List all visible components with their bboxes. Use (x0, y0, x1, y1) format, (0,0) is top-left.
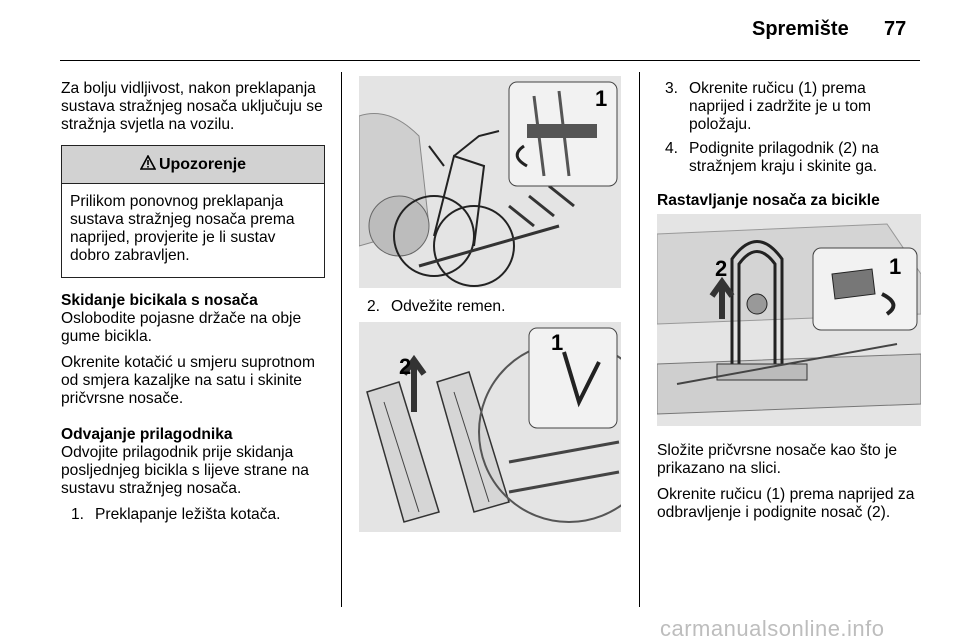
figure3-callout-1: 1 (889, 254, 902, 279)
column-3 (657, 80, 923, 210)
intro-paragraph: Za bolju vidljivost, nakon preklapanja sustava stražnjeg nosača uključuju se stražnja svjetla na vozilu. (61, 80, 323, 133)
figure2-callout-1: 1 (551, 330, 564, 355)
figure3-callout-2: 2 (715, 256, 728, 281)
list-number: 1. (71, 506, 85, 523)
warning-header (62, 146, 324, 184)
section-heading-remove-bikes: Skidanje bicikala s nosača (61, 292, 258, 309)
list-number: 4. (665, 140, 679, 157)
list-text: Podignite prilagodnik (2) na stražnjem kraju i skinite ga. (689, 140, 879, 175)
page-title: Spremište (752, 18, 849, 40)
figure1-callout-1: 1 (595, 86, 608, 111)
warning-title: Upozorenje (158, 155, 247, 173)
paragraph: Oslobodite pojasne držače na obje gume bicikla. (61, 310, 302, 345)
list-item (657, 80, 923, 134)
watermark: carmanualsonline.info (660, 616, 885, 641)
page-number: 77 (884, 18, 907, 40)
section-heading-adapter: Odvajanje prilagodnika (61, 426, 233, 443)
paragraph: Okrenite ručicu (1) prema naprijed za odbravljenje i podignite nosač (2). (657, 486, 915, 521)
warning-text: Prilikom ponovnog preklapanja sustava stražnjeg nosača prema naprijed, provjerite je li sustav dobro zabravljen. (70, 193, 295, 264)
list-number: 2. (367, 298, 381, 315)
section-heading-disassembly: Rastavljanje nosača za bicikle (657, 192, 880, 209)
list-text: Preklapanje ležišta kotača. (95, 506, 281, 523)
list-text: Odvežite remen. (391, 298, 506, 315)
column-1 (61, 80, 327, 530)
column-divider-left (341, 72, 342, 607)
figure2-callout-2: 2 (399, 354, 412, 379)
list-text: Okrenite ručicu (1) prema naprijed i zadržite je u tom položaju. (689, 80, 872, 133)
figure-carrier-arm (657, 214, 921, 426)
warning-triangle-icon (140, 155, 156, 175)
warning-box (61, 145, 325, 278)
list-number: 3. (665, 80, 679, 97)
list-item (657, 140, 923, 176)
paragraph: Okrenite kotačić u smjeru suprotnom od smjera kazaljke na satu i skinite pričvrsne nosače. (61, 354, 315, 407)
figure-bicycle-on-carrier (359, 76, 621, 288)
header-divider (60, 60, 920, 61)
paragraph: Složite pričvrsne nosače kao što je prikazano na slici. (657, 442, 898, 477)
column-divider-right (639, 72, 640, 607)
column-3-bottom (657, 442, 923, 530)
list-item (61, 506, 327, 524)
paragraph: Odvojite prilagodnik prije skidanja posljednjeg bicikla s lijeve strane na sustavu stražnjeg nosača. (61, 444, 309, 497)
step-2 (367, 298, 617, 322)
figure-wheel-trays (359, 322, 621, 532)
page-header (0, 0, 960, 62)
list-item (367, 298, 617, 316)
